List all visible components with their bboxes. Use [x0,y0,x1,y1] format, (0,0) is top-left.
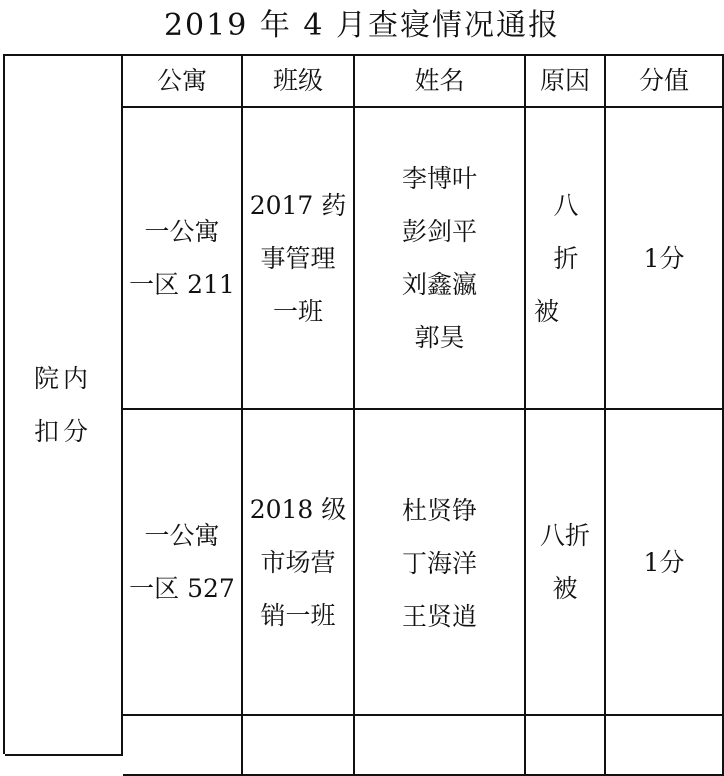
header-apartment: 公寓 [123,56,243,108]
header-name: 姓名 [355,56,526,108]
header-score: 分值 [606,56,724,108]
table-row-3-class [243,716,355,776]
header-class: 班级 [243,56,355,108]
table-row-1-apartment: 一公寓 一区 211 [123,108,243,410]
table-row-3-reason [526,716,606,776]
table-row-3-score [606,716,724,776]
deduction-table [3,54,724,754]
table-row-1-score: 1分 [606,108,724,410]
table-row-2-reason: 八折 被 [526,410,606,716]
table-row-1-class: 2017 药 事管理 一班 [243,108,355,410]
table-row-1-reason: 八 折 被 [526,108,606,410]
table-row-3-apartment [123,716,243,776]
section-label-line2: 扣分 [33,417,92,446]
table-row-2-score: 1分 [606,410,724,716]
table-row-2-apartment: 一公寓 一区 527 [123,410,243,716]
table-row-2-names: 杜贤铮 丁海洋 王贤逍 [355,410,526,716]
table-row-2-class: 2018 级 市场营 销一班 [243,410,355,716]
table-row-3-names [355,716,526,776]
header-reason: 原因 [526,56,606,108]
section-label-line1: 院内 [33,364,92,393]
page-title: 2019 年 4 月查寝情况通报 [163,8,561,43]
table-row-1-names: 李博叶 彭剑平 刘鑫瀛 郭昊 [355,108,526,410]
section-label [5,56,123,756]
